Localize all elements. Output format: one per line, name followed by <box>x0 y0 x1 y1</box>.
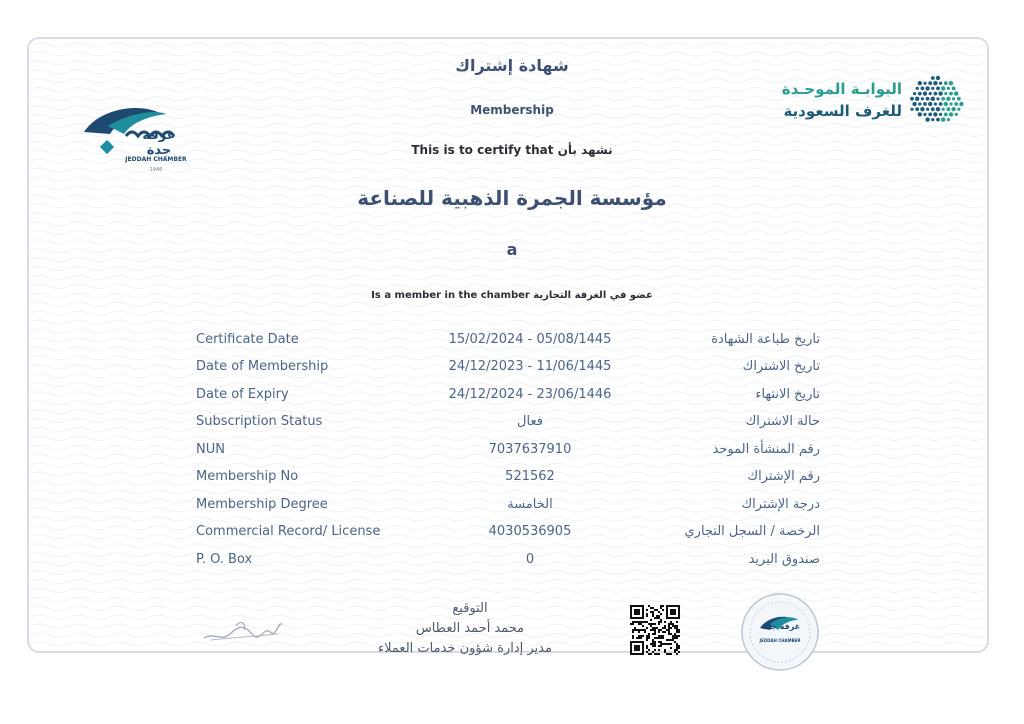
certificate-title-en: Membership <box>470 103 554 117</box>
detail-label-en: P. O. Box <box>196 552 253 567</box>
unified-portal-logo <box>770 72 970 132</box>
qr-code <box>630 605 680 655</box>
stamp-name-ar: غرفة جدة <box>761 622 801 631</box>
detail-row-membership-date <box>0 359 1024 379</box>
jeddah-chamber-name-en: JEDDAH CHAMBER <box>125 156 187 163</box>
stamp-seal-icon <box>740 592 820 672</box>
detail-label-en: Date of Membership <box>196 359 329 374</box>
signatory-name: محمد أحمد العطاس <box>415 621 525 636</box>
certificate-title-ar: شهادة إشتراك <box>455 56 569 75</box>
jeddah-chamber-year: 1946 <box>149 167 163 173</box>
detail-value: فعال <box>517 414 543 429</box>
portal-name-line1: البوابـة الموحـدة <box>781 80 902 98</box>
detail-label-en: Certificate Date <box>196 332 299 347</box>
detail-label-en: NUN <box>196 442 225 457</box>
detail-label-en: Subscription Status <box>196 414 323 429</box>
detail-value: الخامسة <box>507 497 553 512</box>
detail-row-certificate-date <box>0 332 1024 352</box>
company-name: مؤسسة الجمرة الذهبية للصناعة <box>357 186 667 210</box>
detail-value: 15/02/2024 - 05/08/1445 <box>448 332 612 347</box>
detail-row-po-box <box>0 552 1024 572</box>
detail-row-expiry-date <box>0 387 1024 407</box>
detail-label-ar: رقم المنشأة الموحد <box>712 442 820 457</box>
detail-row-subscription-status <box>0 414 1024 434</box>
detail-value: 521562 <box>505 469 555 484</box>
company-name-en: a <box>506 240 518 259</box>
detail-row-nun <box>0 442 1024 462</box>
detail-label-en: Membership No <box>196 469 299 484</box>
detail-row-commercial-record <box>0 524 1024 544</box>
detail-value: 4030536905 <box>488 524 572 539</box>
detail-label-en: Commercial Record/ License <box>196 524 381 539</box>
detail-label-ar: صندوق البريد <box>748 552 820 567</box>
detail-value: 0 <box>525 552 535 567</box>
saudi-map-dots-icon <box>906 72 966 128</box>
detail-label-ar: تاريخ طباعة الشهادة <box>711 332 820 347</box>
member-statement: Is a member in the chamber عضو في الغرفة التجارية <box>371 290 653 301</box>
detail-value: 7037637910 <box>488 442 572 457</box>
signatory-title: مدير إدارة شؤون خدمات العملاء <box>378 641 552 656</box>
detail-label-ar: درجة الإشتراك <box>741 497 820 512</box>
detail-row-membership-no <box>0 469 1024 489</box>
detail-row-membership-degree <box>0 497 1024 517</box>
detail-label-ar: رقم الإشتراك <box>747 469 820 484</box>
detail-value: 24/12/2024 - 23/06/1446 <box>448 387 612 402</box>
detail-label-en: Membership Degree <box>196 497 328 512</box>
handwritten-signature <box>200 612 284 646</box>
portal-name-line2: للغرف السعودية <box>783 102 902 120</box>
signature-label: التوقيع <box>452 601 488 616</box>
jeddah-chamber-name-ar: غرفة جدة <box>142 128 176 158</box>
stamp-name-en: JEDDAH CHAMBER <box>759 638 801 643</box>
detail-label-ar: الرخصة / السجل التجاري <box>684 524 820 539</box>
official-stamp <box>740 592 820 672</box>
detail-label-ar: حالة الاشتراك <box>745 414 820 429</box>
detail-label-en: Date of Expiry <box>196 387 289 402</box>
detail-value: 24/12/2023 - 11/06/1445 <box>448 359 612 374</box>
detail-label-ar: تاريخ الاشتراك <box>742 359 820 374</box>
certify-statement: This is to certify that نشهد بأن <box>411 143 613 157</box>
detail-label-ar: تاريخ الانتهاء <box>755 387 820 402</box>
